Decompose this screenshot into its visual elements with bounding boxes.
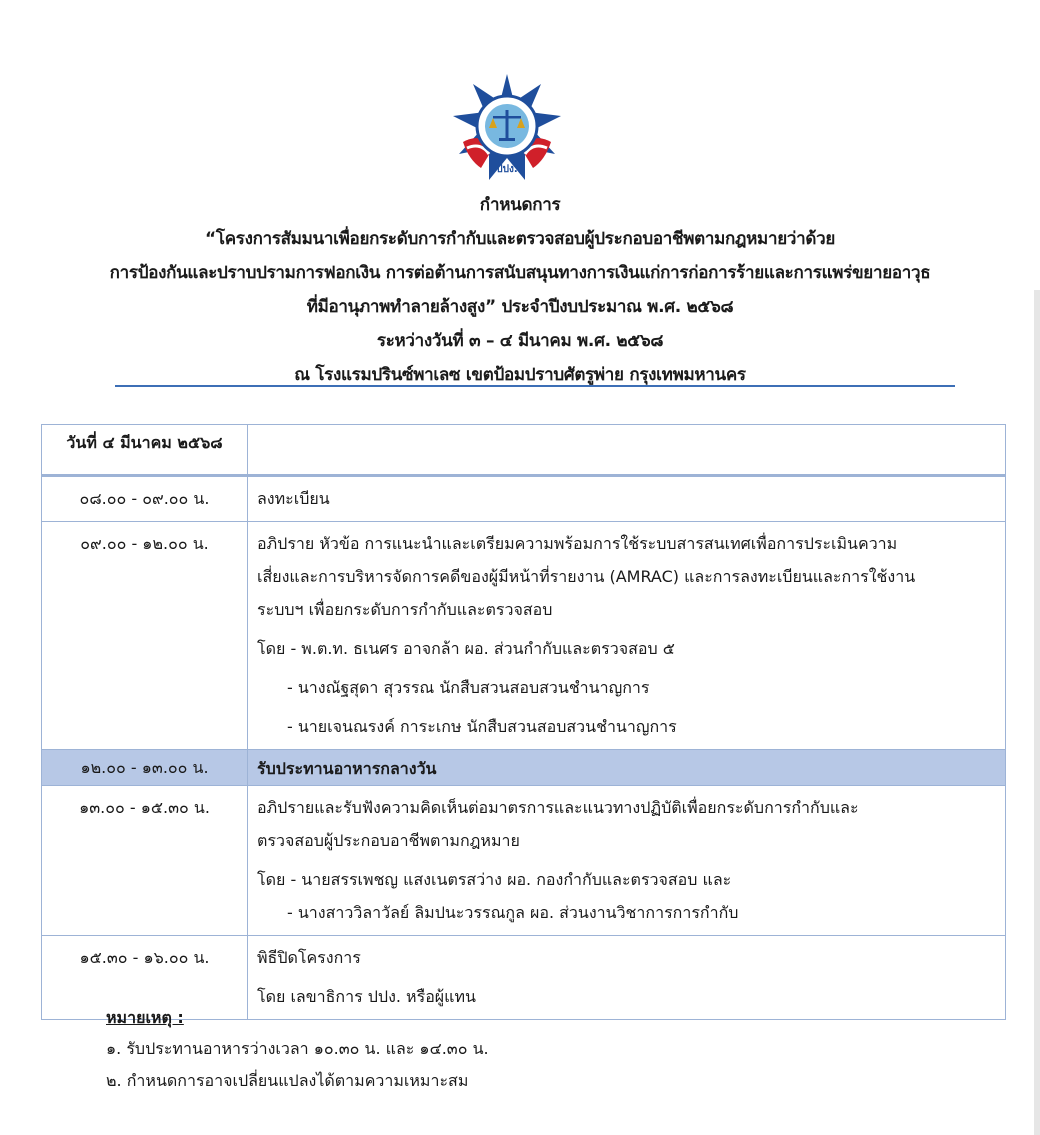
note-item: ๒. กำหนดการอาจเปลี่ยนแปลงได้ตามความเหมาะสม: [106, 1071, 469, 1090]
table-header-row: [42, 425, 1006, 476]
header-blank-cell: [248, 425, 1006, 476]
amlo-emblem-logo: [451, 72, 563, 184]
project-title-line-1: “โครงการสัมมนาเพื่อยกระดับการกำกับและตรวจสอบผู้ประกอบอาชีพตามกฎหมายว่าด้วย: [204, 229, 836, 249]
table-row: [42, 476, 1006, 522]
time-cell: ๑๓.๐๐ - ๑๕.๓๐ น.: [42, 786, 248, 936]
project-title-line-2: การป้องกันและปราบปรามการฟอกเงิน การต่อต้านการสนับสนุนทางการเงินแก่การก่อการร้ายและการแพร่ขยายอาวุธ: [109, 263, 931, 283]
speaker-line: - นางณัฐสุดา สุวรรณ นักสืบสวนสอบสวนชำนาญการ: [287, 678, 650, 697]
event-venue: ณ โรงแรมปรินซ์พาเลซ เขตป้อมปราบศัตรูพ่าย กรุงเทพมหานคร: [294, 365, 746, 385]
agenda-cell: [248, 522, 1006, 750]
speaker-line: โดย - นายสรรเพชญ แสงเนตรสว่าง ผอ. กองกำกับและตรวจสอบ และ: [257, 870, 732, 889]
emblem-text: ปปง.: [496, 164, 518, 175]
speaker-line: - นายเจนณรงค์ การะเกษ นักสืบสวนสอบสวนชำนาญการ: [287, 717, 677, 736]
page-edge-shadow: [1034, 290, 1040, 1135]
agenda-line: อภิปรายและรับฟังความคิดเห็นต่อมาตรการและแนวทางปฏิบัติเพื่อยกระดับการกำกับและ: [257, 798, 859, 817]
table-row: [42, 786, 1006, 936]
speaker-line: โดย - พ.ต.ท. ธเนศร อาจกล้า ผอ. ส่วนกำกับและตรวจสอบ ๕: [257, 639, 675, 658]
header-divider: [115, 385, 955, 387]
notes-section: [106, 1003, 489, 1097]
time-cell: ๑๒.๐๐ - ๑๓.๐๐ น.: [42, 750, 248, 786]
agenda-line: อภิปราย หัวข้อ การแนะนำและเตรียมความพร้อมการใช้ระบบสารสนเทศเพื่อการประเมินความ: [257, 534, 898, 553]
agenda-line: พิธีปิดโครงการ: [257, 948, 361, 967]
speaker-line: โดย เลขาธิการ ปปง. หรือผู้แทน: [257, 987, 476, 1006]
agenda-cell: [248, 750, 1006, 786]
day-label: วันที่ ๔ มีนาคม ๒๕๖๘: [42, 425, 248, 476]
project-title-line-3: ที่มีอานุภาพทำลายล้างสูง” ประจำปีงบประมาณ พ.ศ. ๒๕๖๘: [306, 297, 734, 317]
agenda-line: ระบบฯ เพื่อยกระดับการกำกับและตรวจสอบ: [257, 600, 553, 619]
agenda-line: ตรวจสอบผู้ประกอบอาชีพตามกฎหมาย: [257, 831, 520, 850]
agenda-line: รับประทานอาหารกลางวัน: [257, 759, 437, 778]
time-cell: ๐๙.๐๐ - ๑๒.๐๐ น.: [42, 522, 248, 750]
lunch-row: [42, 750, 1006, 786]
schedule-table: [41, 424, 1006, 1020]
doc-title: กำหนดการ: [479, 195, 561, 215]
table-row: [42, 522, 1006, 750]
agenda-cell: [248, 786, 1006, 936]
time-cell: ๑๕.๓๐ - ๑๖.๐๐ น.: [42, 936, 248, 1020]
time-cell: ๐๘.๐๐ - ๐๙.๐๐ น.: [42, 476, 248, 522]
document-header: [0, 190, 1040, 394]
agenda-line: เสี่ยงและการบริหารจัดการคดีของผู้มีหน้าที่รายงาน (AMRAC) และการลงทะเบียนและการใช้งาน: [257, 567, 916, 586]
agenda-line: ลงทะเบียน: [257, 489, 330, 508]
event-dates: ระหว่างวันที่ ๓ – ๔ มีนาคม พ.ศ. ๒๕๖๘: [376, 331, 664, 351]
note-item: ๑. รับประทานอาหารว่างเวลา ๑๐.๓๐ น. และ ๑๔.๓๐ น.: [106, 1039, 489, 1058]
notes-title: หมายเหตุ :: [106, 1008, 184, 1027]
agenda-cell: [248, 476, 1006, 522]
speaker-line: - นางสาววิลาวัลย์ ลิมปนะวรรณกูล ผอ. ส่วนงานวิชาการการกำกับ: [287, 903, 739, 922]
